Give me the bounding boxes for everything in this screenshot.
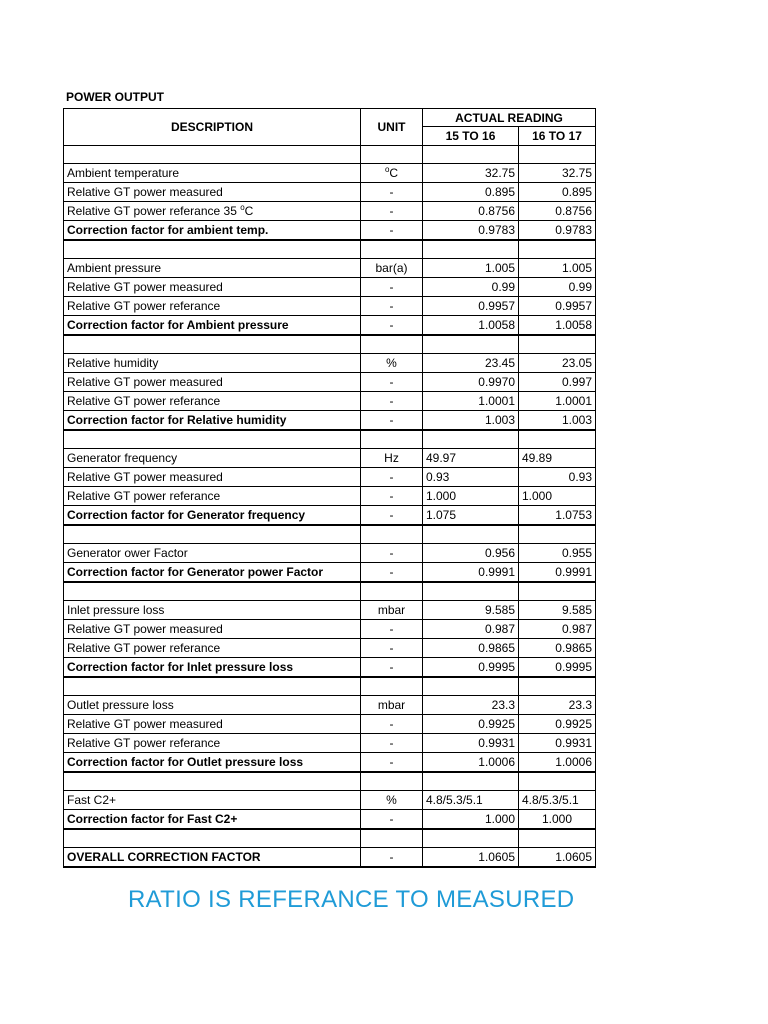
table-row [64, 620, 596, 639]
spacer-cell [423, 829, 519, 848]
spacer-cell [64, 146, 361, 164]
spacer-cell [361, 335, 423, 354]
table-row [64, 848, 596, 868]
spacer-cell [519, 146, 596, 164]
spacer-cell [64, 240, 361, 259]
value-16-to-17-cell: 0.93 [519, 468, 596, 487]
spacer-cell [361, 582, 423, 601]
unit-cell: - [361, 753, 423, 773]
spacer-cell [361, 525, 423, 544]
spacer-cell [519, 335, 596, 354]
description-cell: Correction factor for Generator power Factor [64, 563, 361, 583]
spacer-cell [423, 677, 519, 696]
description-cell: Relative GT power measured [64, 373, 361, 392]
value-16-to-17-cell: 1.005 [519, 259, 596, 278]
unit-cell: Hz [361, 449, 423, 468]
unit-cell: - [361, 221, 423, 241]
unit-cell: - [361, 316, 423, 336]
table-row [64, 202, 596, 221]
table-row [64, 221, 596, 241]
table-row [64, 506, 596, 526]
value-15-to-16-cell: 0.956 [423, 544, 519, 563]
spacer-cell [423, 430, 519, 449]
unit-cell: - [361, 202, 423, 221]
degree-symbol: o [240, 203, 245, 212]
unit-cell: - [361, 563, 423, 583]
value-16-to-17-cell: 1.0753 [519, 506, 596, 526]
spacer-cell [361, 772, 423, 791]
description-cell: Correction factor for Inlet pressure loss [64, 658, 361, 678]
spacer-cell [519, 240, 596, 259]
description-cell: Relative GT power measured [64, 278, 361, 297]
description-cell: Relative GT power referance 35 $^o$C [64, 202, 361, 221]
table-row [64, 810, 596, 830]
sheet-title: POWER OUTPUT [66, 90, 164, 104]
unit-cell: mbar [361, 601, 423, 620]
table-row [64, 639, 596, 658]
unit-cell: - [361, 506, 423, 526]
description-cell: Relative GT power referance [64, 392, 361, 411]
value-15-to-16-cell: 0.987 [423, 620, 519, 639]
value-16-to-17-cell: 0.987 [519, 620, 596, 639]
spacer-cell [361, 240, 423, 259]
spacer-row [64, 829, 596, 848]
value-15-to-16-cell: 0.9957 [423, 297, 519, 316]
value-15-to-16-cell: 0.9970 [423, 373, 519, 392]
table-row [64, 183, 596, 202]
value-16-to-17-cell: 0.8756 [519, 202, 596, 221]
spacer-cell [64, 677, 361, 696]
value-16-to-17-cell: 1.0058 [519, 316, 596, 336]
value-16-to-17-cell: 49.89 [519, 449, 596, 468]
value-15-to-16-cell: 23.45 [423, 354, 519, 373]
value-16-to-17-cell: 32.75 [519, 164, 596, 183]
value-16-to-17-cell: 9.585 [519, 601, 596, 620]
value-15-to-16-cell: 32.75 [423, 164, 519, 183]
table-row [64, 449, 596, 468]
table-row [64, 297, 596, 316]
unit-cell: - [361, 392, 423, 411]
description-cell: Fast C2+ [64, 791, 361, 810]
description-cell: Inlet pressure loss [64, 601, 361, 620]
value-15-to-16-cell: 23.3 [423, 696, 519, 715]
spacer-row [64, 240, 596, 259]
spacer-cell [423, 772, 519, 791]
table-row [64, 164, 596, 183]
description-cell: Relative GT power referance [64, 639, 361, 658]
unit-cell: bar(a) [361, 259, 423, 278]
spacer-cell [64, 525, 361, 544]
spacer-row [64, 525, 596, 544]
spacer-cell [519, 430, 596, 449]
spacer-row [64, 335, 596, 354]
description-cell: Correction factor for Relative humidity [64, 411, 361, 431]
description-cell: Relative GT power measured [64, 468, 361, 487]
spacer-cell [423, 582, 519, 601]
spacer-row [64, 772, 596, 791]
header-unit: UNIT [361, 109, 423, 146]
unit-cell: - [361, 848, 423, 868]
value-15-to-16-cell: 1.003 [423, 411, 519, 431]
value-16-to-17-cell: 0.895 [519, 183, 596, 202]
spacer-cell [423, 146, 519, 164]
value-15-to-16-cell: 0.9783 [423, 221, 519, 241]
value-15-to-16-cell: 1.000 [423, 810, 519, 830]
table-row [64, 734, 596, 753]
unit-cell: - [361, 658, 423, 678]
spacer-cell [64, 772, 361, 791]
unit-cell: % [361, 354, 423, 373]
unit-cell: - [361, 297, 423, 316]
description-cell: Outlet pressure loss [64, 696, 361, 715]
value-16-to-17-cell: 0.9931 [519, 734, 596, 753]
value-16-to-17-cell: 23.3 [519, 696, 596, 715]
spacer-cell [519, 772, 596, 791]
description-cell: Correction factor for ambient temp. [64, 221, 361, 241]
description-cell: Ambient pressure [64, 259, 361, 278]
value-15-to-16-cell: 0.9925 [423, 715, 519, 734]
spacer-cell [64, 335, 361, 354]
unit-cell: - [361, 734, 423, 753]
value-16-to-17-cell: 0.99 [519, 278, 596, 297]
value-16-to-17-cell: 23.05 [519, 354, 596, 373]
header-description: DESCRIPTION [64, 109, 361, 146]
value-15-to-16-cell: 0.895 [423, 183, 519, 202]
unit-cell: - [361, 620, 423, 639]
value-15-to-16-cell: 1.0605 [423, 848, 519, 868]
table-row [64, 696, 596, 715]
description-cell: Relative humidity [64, 354, 361, 373]
unit-cell: mbar [361, 696, 423, 715]
table-row [64, 601, 596, 620]
unit-cell: - [361, 810, 423, 830]
value-15-to-16-cell: 49.97 [423, 449, 519, 468]
header-actual-reading: ACTUAL READING [423, 109, 596, 127]
header-col-15-to-16: 15 TO 16 [423, 127, 519, 146]
value-15-to-16-cell: 1.075 [423, 506, 519, 526]
header-row-top [64, 109, 596, 127]
spacer-cell [64, 829, 361, 848]
value-16-to-17-cell: 0.9865 [519, 639, 596, 658]
unit-cell: - [361, 411, 423, 431]
table-row [64, 715, 596, 734]
value-16-to-17-cell: 0.997 [519, 373, 596, 392]
value-16-to-17-cell: 1.0605 [519, 848, 596, 868]
table-row [64, 392, 596, 411]
table-row [64, 468, 596, 487]
unit-cell: - [361, 715, 423, 734]
unit-cell: % [361, 791, 423, 810]
spacer-cell [519, 525, 596, 544]
spacer-cell [423, 525, 519, 544]
spacer-cell [519, 582, 596, 601]
value-15-to-16-cell: 9.585 [423, 601, 519, 620]
value-16-to-17-cell: 1.003 [519, 411, 596, 431]
description-cell: Generator frequency [64, 449, 361, 468]
spacer-cell [361, 430, 423, 449]
spacer-cell [64, 582, 361, 601]
description-cell: Correction factor for Generator frequency [64, 506, 361, 526]
description-cell: Correction factor for Outlet pressure loss [64, 753, 361, 773]
value-16-to-17-cell: 4.8/5.3/5.1 [519, 791, 596, 810]
spacer-cell [423, 240, 519, 259]
spacer-row [64, 677, 596, 696]
spacer-cell [64, 430, 361, 449]
value-15-to-16-cell: 4.8/5.3/5.1 [423, 791, 519, 810]
value-15-to-16-cell: 0.99 [423, 278, 519, 297]
spacer-row [64, 582, 596, 601]
value-16-to-17-cell: 0.9991 [519, 563, 596, 583]
value-16-to-17-cell: 0.9957 [519, 297, 596, 316]
degree-symbol: o [384, 165, 390, 174]
table-row [64, 259, 596, 278]
value-15-to-16-cell: 0.9865 [423, 639, 519, 658]
table-row [64, 487, 596, 506]
description-cell: Ambient temperature [64, 164, 361, 183]
description-cell: Correction factor for Fast C2+ [64, 810, 361, 830]
value-15-to-16-cell: 1.005 [423, 259, 519, 278]
description-cell: Relative GT power referance [64, 734, 361, 753]
value-15-to-16-cell: 1.000 [423, 487, 519, 506]
unit-cell: - [361, 639, 423, 658]
unit-cell: - [361, 487, 423, 506]
spacer-cell [361, 146, 423, 164]
value-15-to-16-cell: 1.0058 [423, 316, 519, 336]
spacer-cell [423, 335, 519, 354]
description-cell: OVERALL CORRECTION FACTOR [64, 848, 361, 868]
unit-cell: - [361, 183, 423, 202]
value-15-to-16-cell: 0.9931 [423, 734, 519, 753]
table-row [64, 563, 596, 583]
value-16-to-17-cell: 0.9783 [519, 221, 596, 241]
power-output-table [63, 108, 596, 868]
table-row [64, 544, 596, 563]
value-15-to-16-cell: 0.93 [423, 468, 519, 487]
value-15-to-16-cell: 0.9995 [423, 658, 519, 678]
value-15-to-16-cell: 1.0001 [423, 392, 519, 411]
table-row [64, 354, 596, 373]
value-16-to-17-cell: 0.9925 [519, 715, 596, 734]
description-cell: Relative GT power measured [64, 715, 361, 734]
spacer-row [64, 146, 596, 164]
unit-cell: $^o$C [361, 164, 423, 183]
spacer-cell [519, 829, 596, 848]
description-cell: Relative GT power measured [64, 183, 361, 202]
table-row [64, 373, 596, 392]
description-cell: Relative GT power measured [64, 620, 361, 639]
value-15-to-16-cell: 0.8756 [423, 202, 519, 221]
spacer-cell [519, 677, 596, 696]
table-row [64, 753, 596, 773]
description-cell: Generator ower Factor [64, 544, 361, 563]
value-15-to-16-cell: 1.0006 [423, 753, 519, 773]
table-row [64, 411, 596, 431]
value-16-to-17-cell: 1.000 [519, 487, 596, 506]
unit-cell: - [361, 278, 423, 297]
value-16-to-17-cell: 1.0001 [519, 392, 596, 411]
table-row [64, 278, 596, 297]
table-row [64, 791, 596, 810]
value-16-to-17-cell: 1.0006 [519, 753, 596, 773]
unit-cell: - [361, 468, 423, 487]
unit-cell: - [361, 373, 423, 392]
value-16-to-17-cell: 0.955 [519, 544, 596, 563]
value-15-to-16-cell: 0.9991 [423, 563, 519, 583]
value-16-to-17-cell: 0.9995 [519, 658, 596, 678]
spacer-row [64, 430, 596, 449]
spacer-cell [361, 677, 423, 696]
ratio-note: RATIO IS REFERANCE TO MEASURED [128, 886, 575, 913]
header-col-16-to-17: 16 TO 17 [519, 127, 596, 146]
table-row [64, 316, 596, 336]
table-row [64, 658, 596, 678]
description-cell: Correction factor for Ambient pressure [64, 316, 361, 336]
description-cell: Relative GT power referance [64, 487, 361, 506]
value-16-to-17-cell: 1.000 [519, 810, 596, 830]
spacer-cell [361, 829, 423, 848]
description-cell: Relative GT power referance [64, 297, 361, 316]
unit-cell: - [361, 544, 423, 563]
